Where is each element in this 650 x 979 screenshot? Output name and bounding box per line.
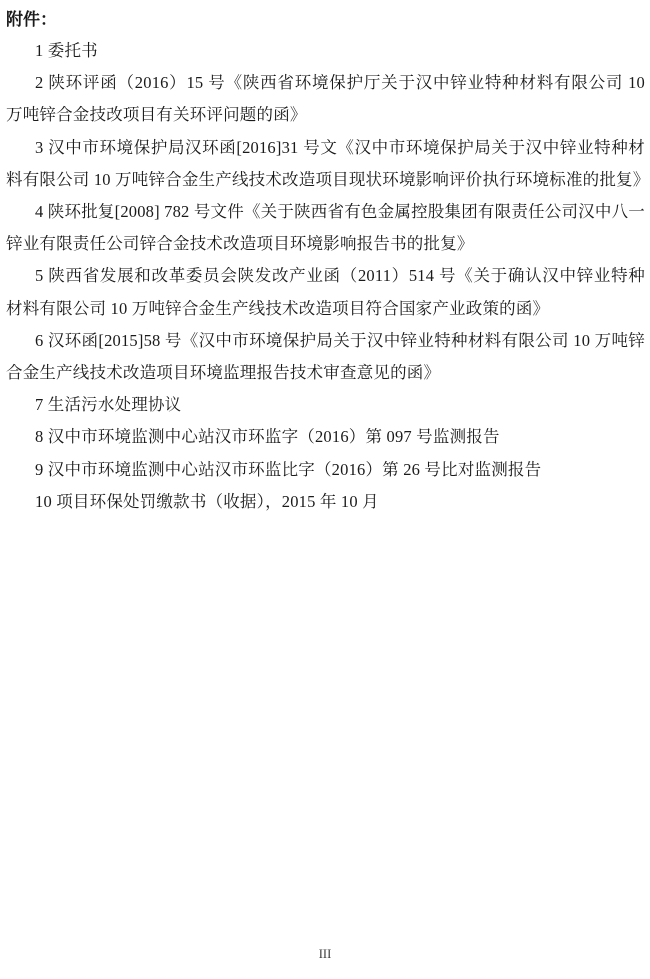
page-number: III xyxy=(318,947,332,961)
attachment-item-8: 8 汉中市环境监测中心站汉市环监字（2016）第 097 号监测报告 xyxy=(35,427,500,447)
attachment-item-9: 9 汉中市环境监测中心站汉市环监比字（2016）第 26 号比对监测报告 xyxy=(35,459,542,479)
attachments-heading: 附件： xyxy=(6,10,57,29)
attachment-item-7: 7 生活污水处理协议 xyxy=(35,395,182,415)
attachment-item-6: 6 汉环函[2015]58 号《汉中市环境保护局关于汉中锌业特种材料有限公司 10 万吨锌合金生产线技术改造项目环境监理报告技术审查意见的函》 xyxy=(6,330,645,383)
attachment-item-10: 10 项目环保处罚缴款书（收据），2015 年 10 月 xyxy=(35,491,379,511)
attachment-item-4: 4 陕环批复[2008] 782 号文件《关于陕西省有色金属控股集团有限责任公司汉中八一锌业有限责任公司锌合金技术改造项目环境影响报告书的批复》 xyxy=(6,202,645,254)
attachments-section xyxy=(6,4,650,518)
attachment-item-1: 1 委托书 xyxy=(35,41,98,60)
attachment-item-5: 5 陕西省发展和改革委员会陕发改产业函（2011）514 号《关于确认汉中锌业特种材料有限公司 10 万吨锌合金生产线技术改造项目符合国家产业政策的函》 xyxy=(6,266,645,318)
attachment-item-3: 3 汉中市环境保护局汉环函[2016]31 号文《汉中市环境保护局关于汉中锌业特种材料有限公司 10 万吨锌合金生产线技术改造项目现状环境影响评价执行环境标准的批复》 xyxy=(6,137,650,189)
attachment-item-2: 2 陕环评函（2016）15 号《陕西省环境保护厅关于汉中锌业特种材料有限公司 10 万吨锌合金技改项目有关环评问题的函》 xyxy=(6,73,645,125)
